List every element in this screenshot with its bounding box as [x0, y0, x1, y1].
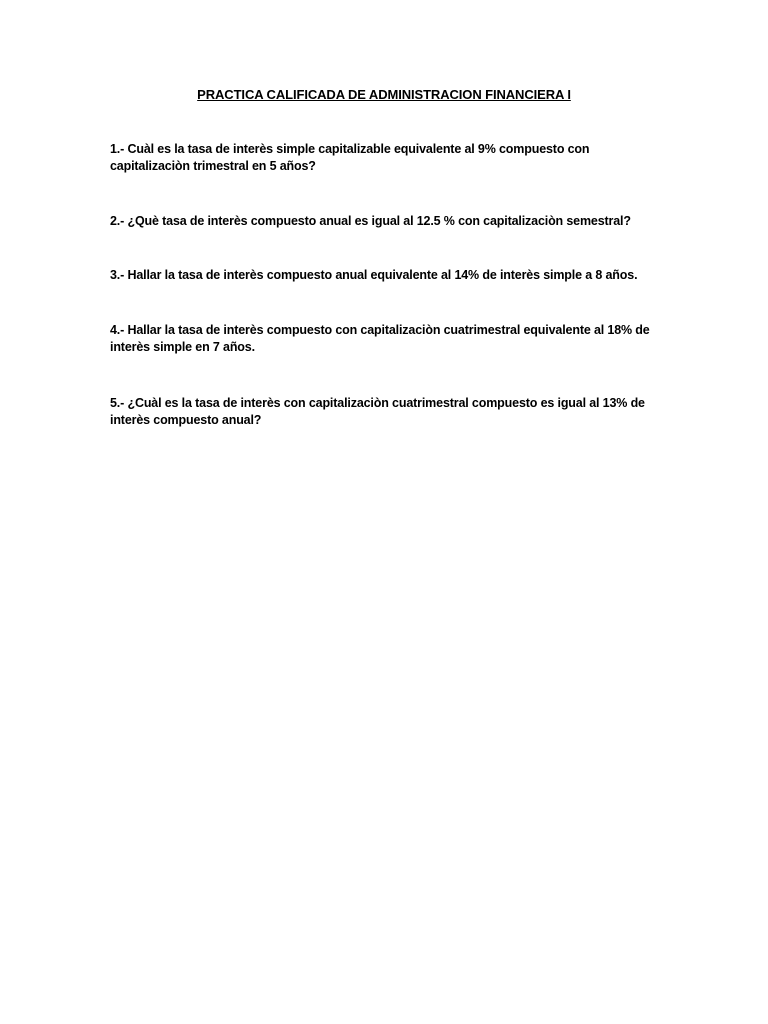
- question-2: 2.- ¿Què tasa de interès compuesto anual es igual al 12.5 % con capitalizaciòn semestral?: [110, 214, 631, 228]
- question-1: 1.- Cuàl es la tasa de interès simple capitalizable equivalente al 9% compuesto con capitalizaciòn trimestral en 5 años?: [110, 142, 590, 173]
- question-3: 3.- Hallar la tasa de interès compuesto anual equivalente al 14% de interès simple a 8 años.: [110, 268, 638, 282]
- question-5: 5.- ¿Cuàl es la tasa de interès con capitalizaciòn cuatrimestral compuesto es igual al 13% de interès compuesto anual?: [110, 396, 645, 427]
- document-title: PRACTICA CALIFICADA DE ADMINISTRACION FINANCIERA I: [197, 87, 571, 102]
- question-4: 4.- Hallar la tasa de interès compuesto con capitalizaciòn cuatrimestral equivalente al 18% de interès simple en 7 años.: [110, 323, 650, 354]
